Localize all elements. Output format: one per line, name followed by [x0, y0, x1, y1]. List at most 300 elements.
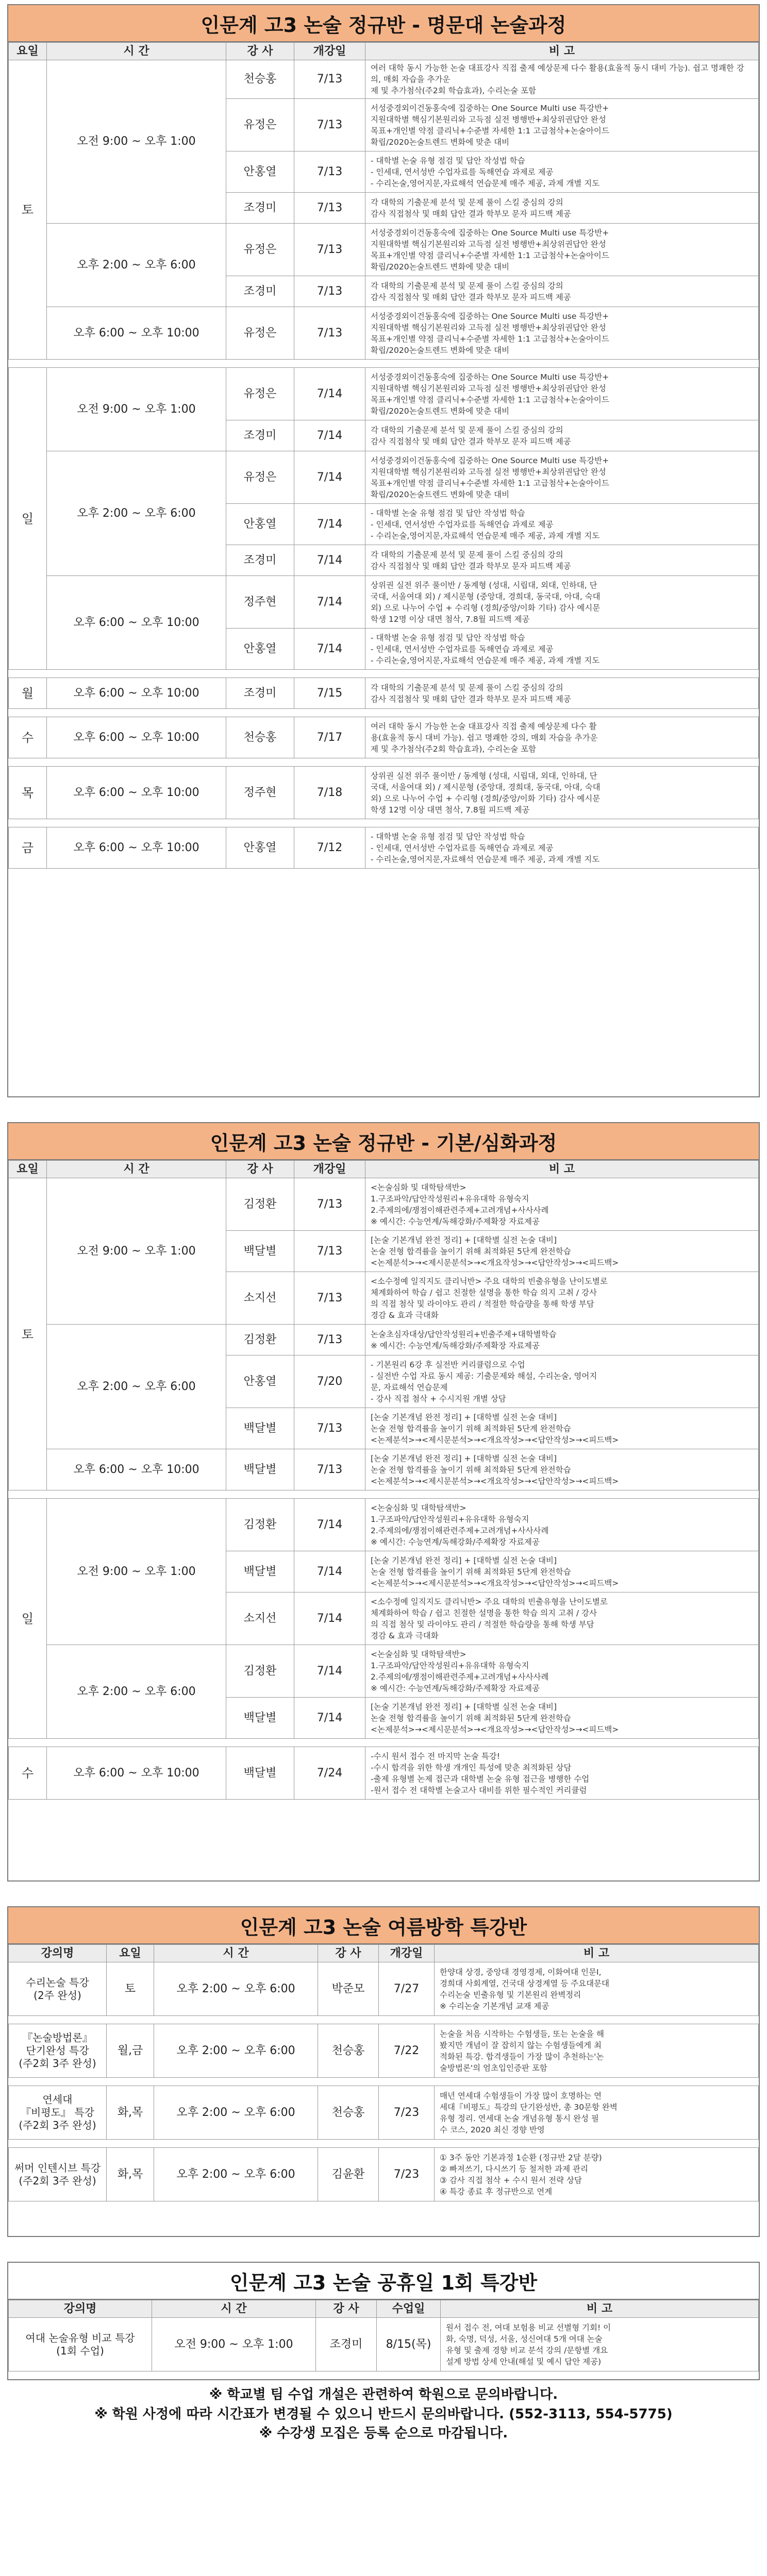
- col-header-start: 개강일: [379, 1945, 435, 1962]
- note-line: 화, 숙명, 덕성, 서울, 성신여대 5개 여대 논술: [446, 2334, 603, 2344]
- teacher-cell: 정주현: [226, 576, 294, 629]
- teacher-cell: 백달별: [226, 1449, 294, 1490]
- note-line: 상위권 실전 위주 풀이반 / 동계형 (성대, 시립대, 외대, 인하대, 단: [371, 771, 597, 781]
- spacer-cell: [9, 819, 759, 827]
- spacer-cell: [9, 709, 759, 717]
- table-row: [9, 1325, 759, 1355]
- teacher-cell: 김윤환: [318, 2148, 379, 2201]
- table-row: [9, 224, 759, 276]
- note-cell: [365, 151, 759, 193]
- teacher-cell: 백달별: [226, 1747, 294, 1800]
- note-line: - 대학별 논술 유형 점검 및 답안 작성법 학습: [371, 633, 525, 642]
- section-regular-elite: [7, 4, 760, 1097]
- table-row: [9, 1962, 759, 2016]
- row-spacer: [9, 819, 759, 827]
- note-line: 논술 전형 합격률을 높이기 위해 최적화된 5단계 완전학습: [371, 1567, 571, 1577]
- note-line: 지원대학별 핵심기본원리와 고득점 실전 병행반+최상위권답안 완성: [371, 323, 606, 332]
- start-date-cell: 7/14: [294, 1551, 365, 1592]
- col-header-teacher: 강 사: [226, 43, 294, 60]
- note-line: 논술 전형 합격률을 높이기 위해 최적화된 5단계 완전학습: [371, 1713, 571, 1723]
- spacer-cell: [9, 670, 759, 678]
- course-name-line: 수리논술 특강: [26, 1976, 89, 1989]
- schedule-table: [8, 42, 759, 869]
- note-line: ④ 특강 종료 후 정규반으로 연계: [440, 2187, 553, 2196]
- spacer-cell: [9, 758, 759, 767]
- time-cell: 오전 9:00 ~ 오후 1:00: [47, 60, 226, 224]
- row-spacer: [9, 758, 759, 767]
- note-line: 원서 접수 전, 여대 보험용 비교 선별형 기회! 이: [446, 2323, 611, 2332]
- note-line: -출제 유형별 논제 접근과 대학별 논술 유형 접근을 병행한 수업: [371, 1774, 590, 1784]
- start-date-cell: 7/13: [294, 1272, 365, 1325]
- note-line: 외) 으로 나누어 수업 + 수리형 (경희/중앙/이화 기타) 감사 예시문: [371, 603, 601, 613]
- note-line: 수리논술 빈출유형 및 기본원리 완벽정리: [440, 1990, 581, 1999]
- teacher-cell: 천승홍: [318, 2024, 379, 2078]
- teacher-cell: 유정은: [226, 99, 294, 151]
- note-line: 1.구조파악/답안작성원리+유유대학 유형숙지: [371, 1514, 529, 1524]
- note-line: ③ 감사 직접 첨삭 + 수시 원서 전략 상담: [440, 2175, 582, 2185]
- day-cell: 목: [9, 767, 47, 819]
- teacher-cell: 유정은: [226, 307, 294, 360]
- start-date-cell: 7/15: [294, 678, 365, 709]
- note-cell: [365, 1551, 759, 1592]
- note-line: 감사 직접첨삭 및 매회 답안 결과 학부모 문자 피드백 제공: [371, 436, 571, 446]
- day-cell: 수: [9, 1747, 47, 1800]
- col-header-note: 비 고: [365, 1161, 759, 1178]
- row-spacer: [9, 2140, 759, 2148]
- start-date-cell: 7/13: [294, 193, 365, 224]
- day-cell: 토: [9, 1178, 47, 1490]
- note-line: 술방법론'의 엄초입인증판 포함: [440, 2063, 547, 2073]
- start-date-cell: 7/14: [294, 629, 365, 670]
- note-cell: [365, 717, 759, 758]
- schedule-table: [8, 1160, 759, 1800]
- note-line: 체계화하여 학습 / 쉽고 친절한 설명을 통한 학습 의지 고취 / 강사: [371, 1608, 597, 1618]
- table-row: [9, 307, 759, 360]
- note-line: 각 대학의 기출문제 분석 및 문제 풀이 스킬 중심의 강의: [371, 425, 563, 435]
- note-line: 목표+개인별 약점 클리닉+수준별 자세한 1:1 고급첨삭+논술아이드: [371, 126, 609, 135]
- table-row: [9, 1178, 759, 1231]
- time-cell: 오후 2:00 ~ 오후 6:00: [154, 1962, 318, 2016]
- note-line: 매년 연세대 수험생들이 가장 많이 호명하는 연: [440, 2091, 602, 2100]
- note-line: <소수정예 일직지도 클리닉반> 주요 대학의 빈출유형을 난이도별로: [371, 1276, 608, 1286]
- table-row: [9, 60, 759, 99]
- teacher-cell: 김정환: [226, 1325, 294, 1355]
- note-line: 감사 직접첨삭 및 매회 답안 결과 학부모 문자 피드백 제공: [371, 694, 571, 704]
- col-header-day: 요일: [9, 43, 47, 60]
- col-header-course: 강의명: [9, 2300, 152, 2318]
- time-cell: 오전 9:00 ~ 오후 1:00: [47, 1178, 226, 1325]
- start-date-cell: 7/22: [379, 2024, 435, 2078]
- day-cell: 월: [9, 678, 47, 709]
- col-header-start: 개강일: [294, 43, 365, 60]
- spacer-cell: [9, 360, 759, 368]
- row-spacer: [9, 670, 759, 678]
- note-line: 제 및 추가첨삭(주2회 학습효과), 수리논술 포함: [371, 744, 537, 754]
- time-cell: 오전 9:00 ~ 오후 1:00: [152, 2318, 316, 2371]
- note-line: 수 코스, 2020 최신 경향 반영: [440, 2125, 545, 2134]
- start-date-cell: 7/13: [294, 151, 365, 193]
- teacher-cell: 천승홍: [226, 60, 294, 99]
- note-line: - 수리논술,영어지문,자료해석 연습문제 매주 제공, 과제 개별 지도: [371, 531, 600, 540]
- day-cell: 화,목: [107, 2148, 154, 2201]
- note-cell: [365, 276, 759, 307]
- row-spacer: [9, 1490, 759, 1499]
- col-header-start: 개강일: [294, 1161, 365, 1178]
- day-cell: 토: [9, 60, 47, 360]
- time-cell: 오후 2:00 ~ 오후 6:00: [47, 224, 226, 307]
- course-name-line: 단기완성 특강: [26, 2044, 89, 2057]
- time-cell: 오전 9:00 ~ 오후 1:00: [47, 368, 226, 451]
- start-date-cell: 7/13: [294, 1325, 365, 1355]
- section-title: 인문계 고3 논술 정규반 - 명문대 논술과정: [8, 5, 759, 42]
- note-line: <논술심화 및 대학탐색반>: [371, 1503, 466, 1513]
- note-line: 서성중경외이건동홍숙에 집중하는 One Source Multi use 특강반+: [371, 372, 609, 382]
- table-row: [9, 827, 759, 869]
- note-line: <논술심화 및 대학탐색반>: [371, 1649, 466, 1659]
- table-row: [9, 678, 759, 709]
- col-header-time: 시 간: [47, 43, 226, 60]
- teacher-cell: 백달별: [226, 1231, 294, 1272]
- note-line: 세대『비평도』특강의 단기완성반, 총 30문항 완벽: [440, 2102, 618, 2112]
- day-cell: 일: [9, 1499, 47, 1739]
- note-line: 학생 12명 이상 대면 첨삭, 7.8월 피드백 제공: [371, 805, 530, 815]
- course-name-line: 써머 인텐시브 특강: [14, 2161, 101, 2174]
- course-name-line: (주2회 3주 완성): [19, 2174, 96, 2187]
- start-date-cell: 7/13: [294, 224, 365, 276]
- note-line: 국대, 서울여대 외) / 제시문형 (중앙대, 경희대, 동국대, 아대, 숙대: [371, 591, 601, 601]
- course-name-cell: [9, 2024, 107, 2078]
- time-cell: 오후 6:00 ~ 오후 10:00: [47, 717, 226, 758]
- note-cell: [365, 99, 759, 151]
- note-line: 확립/2020논술트렌드 변화에 맞춘 대비: [371, 137, 510, 147]
- start-date-cell: 7/14: [294, 1698, 365, 1739]
- col-header-note: 비 고: [365, 43, 759, 60]
- note-cell: [365, 1272, 759, 1325]
- note-line: ※ 수강생 모집은 등록 순으로 마감됩니다.: [259, 2426, 508, 2442]
- course-name-line: (2주 완성): [34, 1989, 81, 2002]
- section-holiday-special: [7, 2262, 760, 2380]
- note-line: 체계화하여 학습 / 쉽고 친절한 설명을 통한 학습 의지 고취 / 강사: [371, 1287, 597, 1297]
- note-line: 2.주제의에/쟁점이해관련주제+고려개념+사사사례: [371, 1672, 549, 1682]
- note-line: <논제분석>→<제시문분석>→<개요작성>→<답안작성>→<피드백>: [371, 1578, 619, 1588]
- note-cell: [435, 2086, 759, 2140]
- col-header-course: 강의명: [9, 1945, 107, 1962]
- note-line: 1.구조파악/답안작성원리+유유대학 유형숙지: [371, 1194, 529, 1204]
- row-spacer: [9, 2078, 759, 2086]
- note-line: 지원대학별 핵심기본원리와 고득점 실전 병행반+최상위권답안 완성: [371, 467, 606, 477]
- start-date-cell: 7/20: [294, 1355, 365, 1408]
- start-date-cell: 7/13: [294, 99, 365, 151]
- day-cell: 토: [107, 1962, 154, 2016]
- note-line: 확립/2020논술트렌드 변화에 맞춘 대비: [371, 406, 510, 416]
- note-line: 목표+개인별 약점 클리닉+수준별 자세한 1:1 고급첨삭+논술아이드: [371, 395, 609, 404]
- note-line: [논술 기본개념 완전 정리] + [대학별 실전 논술 대비]: [371, 1702, 557, 1711]
- course-name-cell: [9, 2086, 107, 2140]
- start-date-cell: 7/13: [294, 276, 365, 307]
- note-line: 각 대학의 기출문제 분석 및 문제 풀이 스킬 중심의 강의: [371, 197, 563, 207]
- note-line: 경감 & 효과 극대화: [371, 1310, 439, 1320]
- note-cell: [365, 1231, 759, 1272]
- table-row: [9, 1449, 759, 1490]
- teacher-cell: 안홍열: [226, 1355, 294, 1408]
- note-line: ※ 예시간: 수능연계/독해강화/주제확장 자료제공: [371, 1216, 540, 1226]
- time-cell: 오후 6:00 ~ 오후 10:00: [47, 576, 226, 670]
- teacher-cell: 유정은: [226, 368, 294, 420]
- col-header-teacher: 강 사: [318, 1945, 379, 1962]
- start-date-cell: 7/23: [379, 2148, 435, 2201]
- start-date-cell: 7/14: [294, 420, 365, 451]
- day-cell: 월,금: [107, 2024, 154, 2078]
- course-name-line: (1회 수업): [56, 2344, 104, 2357]
- note-line: 문, 자료해석 연습문제: [371, 1382, 448, 1392]
- col-header-note: 비 고: [441, 2300, 759, 2318]
- note-line: 논술초심자대상/답안작성원리+빈출주제+대학별학습: [371, 1329, 557, 1339]
- spacer-cell: [9, 2078, 759, 2086]
- course-name-cell: [9, 2318, 152, 2371]
- col-header-note: 비 고: [435, 1945, 759, 1962]
- note-line: <논제분석>→<제시문분석>→<개요작성>→<답안작성>→<피드백>: [371, 1724, 619, 1734]
- time-cell: 오후 2:00 ~ 오후 6:00: [154, 2148, 318, 2201]
- note-cell: [365, 545, 759, 576]
- note-cell: [365, 1698, 759, 1739]
- note-line: 설계 방법 상세 안내(해설 및 예시 답안 제공): [446, 2357, 602, 2366]
- note-line: 목표+개인별 약점 클리닉+수준별 자세한 1:1 고급첨삭+논술아이드: [371, 250, 609, 260]
- day-cell: 수: [9, 717, 47, 758]
- start-date-cell: 7/27: [379, 1962, 435, 2016]
- note-line: <논술심화 및 대학탐색반>: [371, 1182, 466, 1192]
- note-line: 경희대 사회계열, 건국대 상경계열 등 주요대문대: [440, 1978, 610, 1988]
- table-header-row: [9, 43, 759, 60]
- table-row: [9, 1645, 759, 1698]
- note-cell: [365, 504, 759, 545]
- note-line: 외) 으로 나누어 수업 + 수리형 (경희/중앙/이화 기타) 감사 예시문: [371, 793, 601, 803]
- note-line: 서성중경외이건동홍숙에 집중하는 One Source Multi use 특강반+: [371, 311, 609, 321]
- col-header-day: 요일: [107, 1945, 154, 1962]
- note-line: - 수리논술,영어지문,자료해석 연습문제 매주 제공, 과제 개별 지도: [371, 178, 600, 188]
- time-cell: 오후 2:00 ~ 오후 6:00: [154, 2086, 318, 2140]
- start-date-cell: 7/13: [294, 307, 365, 360]
- row-spacer: [9, 709, 759, 717]
- note-cell: [365, 60, 759, 99]
- note-cell: [365, 1325, 759, 1355]
- teacher-cell: 안홍열: [226, 827, 294, 869]
- note-cell: [365, 1178, 759, 1231]
- spacer-cell: [9, 1739, 759, 1747]
- note-line: 각 대학의 기출문제 분석 및 문제 풀이 스킬 중심의 강의: [371, 281, 563, 291]
- teacher-cell: 조경미: [226, 678, 294, 709]
- note-line: 지원대학별 핵심기본원리와 고득점 실전 병행반+최상위권답안 완성: [371, 239, 606, 249]
- note-line: ※ 예시간: 수능연계/독해강화/주제확장 자료제공: [371, 1537, 540, 1547]
- spacer-cell: [9, 2140, 759, 2148]
- note-line: 용(효율적 동시 대비 가능). 쉽고 명쾌한 강의, 매회 자습을 추가운: [371, 733, 598, 742]
- schedule-table: [8, 1944, 759, 2201]
- note-line: <논제분석>→<제시문분석>→<개요작성>→<답안작성>→<피드백>: [371, 1435, 619, 1445]
- col-header-day: 요일: [9, 1161, 47, 1178]
- note-line: - 인세대, 연서성반 수업자료를 독해연습 과제로 제공: [371, 519, 554, 529]
- teacher-cell: 조경미: [226, 545, 294, 576]
- teacher-cell: 김정환: [226, 1499, 294, 1551]
- note-line: 감사 직접첨삭 및 매회 답안 결과 학부모 문자 피드백 제공: [371, 292, 571, 302]
- note-line: 목표+개인별 약점 클리닉+수준별 자세한 1:1 고급첨삭+논술아이드: [371, 334, 609, 344]
- note-line: 적화된 특강. 합격생들이 가장 많이 추천하는'논: [440, 2052, 604, 2061]
- note-cell: [365, 193, 759, 224]
- note-line: -수시 합격을 위한 학생 개개인 특성에 맞춘 최적화된 상담: [371, 1762, 572, 1772]
- note-line: ※ 예시간: 수능연계/독해강화/주제확장 자료제공: [371, 1341, 540, 1350]
- section-regular-basic: [7, 1122, 760, 1882]
- note-line: -수시 원서 접수 전 마지막 논술 특강!: [371, 1751, 500, 1761]
- start-date-cell: 7/14: [294, 1499, 365, 1551]
- note-line: 여러 대학 동시 가능한 논술 대표강사 직접 출제 예상문제 다수 활: [371, 721, 597, 731]
- note-line: 1.구조파악/답안작성원리+유유대학 유형숙지: [371, 1660, 529, 1670]
- note-line: - 인세대, 연서성반 수업자료를 독해연습 과제로 제공: [371, 167, 554, 177]
- note-cell: [365, 1645, 759, 1698]
- course-name-line: (주2회 3주 완성): [19, 2119, 96, 2131]
- course-name-line: 『논술방법론』: [22, 2031, 93, 2044]
- note-cell: [365, 629, 759, 670]
- section-title: 인문계 고3 논술 공휴일 1회 특강반: [8, 2263, 759, 2300]
- table-header-row: [9, 1161, 759, 1178]
- day-cell: 화,목: [107, 2086, 154, 2140]
- note-cell: [365, 1449, 759, 1490]
- note-line: 서성중경외이건동홍숙에 집중하는 One Source Multi use 특강반+: [371, 103, 609, 113]
- teacher-cell: 박준모: [318, 1962, 379, 2016]
- start-date-cell: 7/14: [294, 1645, 365, 1698]
- start-date-cell: 7/13: [294, 60, 365, 99]
- note-cell: [365, 368, 759, 420]
- table-row: [9, 767, 759, 819]
- note-line: 논술을 처음 시작하는 수험생들, 또는 논술을 해: [440, 2029, 604, 2039]
- start-date-cell: 7/14: [294, 1592, 365, 1645]
- note-cell: [365, 1499, 759, 1551]
- note-line: 봤지만 개념이 잘 잡히지 않는 수험생들에게 최: [440, 2040, 602, 2050]
- note-line: [논술 기본개념 완전 정리] + [대학별 실전 논술 대비]: [371, 1235, 557, 1245]
- start-date-cell: 7/14: [294, 576, 365, 629]
- teacher-cell: 안홍열: [226, 151, 294, 193]
- note-line: 논술 전형 합격률을 높이기 위해 최적화된 5단계 완전학습: [371, 1423, 571, 1433]
- table-row: [9, 368, 759, 420]
- time-cell: 오후 2:00 ~ 오후 6:00: [47, 1645, 226, 1739]
- note-cell: [365, 1408, 759, 1449]
- teacher-cell: 소지선: [226, 1272, 294, 1325]
- col-header-class-date: 수업일: [377, 2300, 441, 2318]
- note-line: 확립/2020논술트렌드 변화에 맞춘 대비: [371, 345, 510, 355]
- note-line: - 기본원리 6강 후 실전반 커리큘럼으로 수업: [371, 1360, 525, 1369]
- note-line: - 인세대, 연서성반 수업자료를 독해연습 과제로 제공: [371, 843, 554, 853]
- teacher-cell: 안홍열: [226, 629, 294, 670]
- col-header-teacher: 강 사: [226, 1161, 294, 1178]
- table-row: [9, 2148, 759, 2201]
- time-cell: 오후 6:00 ~ 오후 10:00: [47, 767, 226, 819]
- schedule-table: [8, 2300, 759, 2371]
- note-line: 목표+개인별 약점 클리닉+수준별 자세한 1:1 고급첨삭+논술아이드: [371, 478, 609, 488]
- note-cell: [365, 678, 759, 709]
- day-cell: 일: [9, 368, 47, 670]
- note-line: ※ 학원 사정에 따라 시간표가 변경될 수 있으니 반드시 문의바랍니다. (552-3113, 554-5775): [94, 2406, 673, 2422]
- note-line: - 대학별 논술 유형 점검 및 답안 작성법 학습: [371, 508, 525, 518]
- note-cell: [365, 1592, 759, 1645]
- note-cell: [435, 2024, 759, 2078]
- teacher-cell: 천승홍: [318, 2086, 379, 2140]
- teacher-cell: 백달별: [226, 1408, 294, 1449]
- note-line: 국대, 서울여대 외) / 제시문형 (중앙대, 경희대, 동국대, 아대, 숙대: [371, 782, 601, 792]
- course-name-line: 『비평도』 특강: [21, 2106, 94, 2119]
- start-date-cell: 7/14: [294, 451, 365, 504]
- time-cell: 오후 6:00 ~ 오후 10:00: [47, 678, 226, 709]
- start-date-cell: 7/24: [294, 1747, 365, 1800]
- teacher-cell: 김정환: [226, 1178, 294, 1231]
- section-title: 인문계 고3 논술 여름방학 특강반: [8, 1907, 759, 1944]
- start-date-cell: 7/13: [294, 1449, 365, 1490]
- day-cell: 금: [9, 827, 47, 869]
- note-line: 여러 대학 동시 가능한 논술 대표강사 직접 출제 예상문제 다수 활용(효율적 동시 대비 가능). 쉽고 명쾌한 강의, 매회 자습을 추가운: [371, 63, 744, 84]
- table-header-row: [9, 1945, 759, 1962]
- col-header-teacher: 강 사: [316, 2300, 377, 2318]
- note-line: 제 및 추가첨삭(주2회 학습효과), 수리논술 포함: [371, 86, 537, 95]
- note-cell: [435, 2148, 759, 2201]
- table-row: [9, 576, 759, 629]
- note-line: <논제분석>→<제시문분석>→<개요작성>→<답안작성>→<피드백>: [371, 1258, 619, 1267]
- teacher-cell: 조경미: [226, 193, 294, 224]
- teacher-cell: 조경미: [316, 2318, 377, 2371]
- note-line: 감사 직접첨삭 및 매회 답안 결과 학부모 문자 피드백 제공: [371, 209, 571, 218]
- note-line: -원서 접수 전 대학별 논술고사 대비를 위한 필수적인 커리큘럼: [371, 1785, 587, 1795]
- teacher-cell: 안홍열: [226, 504, 294, 545]
- table-row: [9, 1499, 759, 1551]
- start-date-cell: 7/13: [294, 1178, 365, 1231]
- note-line: - 인세대, 연서성반 수업자료를 독해연습 과제로 제공: [371, 644, 554, 654]
- note-line: 유형 정리. 연세대 논술 개념유형 통시 완성 필: [440, 2113, 599, 2123]
- note-line: 2.주제의에/쟁점이해관련주제+고려개념+사사사례: [371, 1526, 549, 1535]
- note-line: 한양대 상경, 중앙대 경영경제, 이화여대 인문I,: [440, 1967, 602, 1977]
- time-cell: 오전 9:00 ~ 오후 1:00: [47, 1499, 226, 1645]
- note-line: 서성중경외이건동홍숙에 집중하는 One Source Multi use 특강반+: [371, 228, 609, 238]
- note-line: ② 빠져쓰기, 다시쓰기 등 철저한 과제 관리: [440, 2164, 588, 2174]
- row-spacer: [9, 1739, 759, 1747]
- teacher-cell: 백달별: [226, 1698, 294, 1739]
- note-line: - 대학별 논술 유형 점검 및 답안 작성법 학습: [371, 832, 525, 841]
- teacher-cell: 조경미: [226, 420, 294, 451]
- note-cell: [435, 1962, 759, 2016]
- note-line: ※ 수리논술 기본개념 교재 제공: [440, 2001, 549, 2011]
- note-cell: [365, 767, 759, 819]
- row-spacer: [9, 2016, 759, 2024]
- note-line: [논술 기본개념 완전 정리] + [대학별 실전 논술 대비]: [371, 1453, 557, 1463]
- note-cell: [365, 827, 759, 869]
- note-line: 논술 전형 합격률을 높이기 위해 최적화된 5단계 완전학습: [371, 1465, 571, 1475]
- note-cell: [365, 1747, 759, 1800]
- row-spacer: [9, 360, 759, 368]
- note-line: 각 대학의 기출문제 분석 및 문제 풀이 스킬 중심의 강의: [371, 683, 563, 692]
- time-cell: 오후 2:00 ~ 오후 6:00: [47, 1325, 226, 1449]
- note-line: <소수정예 일직지도 클리닉반> 주요 대학의 빈출유형을 난이도별로: [371, 1597, 608, 1606]
- teacher-cell: 조경미: [226, 276, 294, 307]
- note-line: - 실전반 수업 자료 동시 제공: 기출문제와 해설, 수리논술, 영어지: [371, 1371, 597, 1381]
- table-row: [9, 717, 759, 758]
- note-line: 경감 & 효과 극대화: [371, 1631, 439, 1640]
- note-line: 각 대학의 기출문제 분석 및 문제 풀이 스킬 중심의 강의: [371, 550, 563, 560]
- time-cell: 오후 6:00 ~ 오후 10:00: [47, 1449, 226, 1490]
- note-line: - 강사 직접 첨삭 + 수시지원 개별 상담: [371, 1394, 506, 1403]
- note-cell: [365, 1355, 759, 1408]
- teacher-cell: 유정은: [226, 451, 294, 504]
- time-cell: 오후 6:00 ~ 오후 10:00: [47, 827, 226, 869]
- start-date-cell: 7/14: [294, 545, 365, 576]
- note-line: 감사 직접첨삭 및 매회 답안 결과 학부모 문자 피드백 제공: [371, 561, 571, 571]
- start-date-cell: 7/23: [379, 2086, 435, 2140]
- note-line: 2.주제의에/쟁점이해관련주제+고려개념+사사사례: [371, 1205, 549, 1215]
- table-header-row: [9, 2300, 759, 2318]
- col-header-time: 시 간: [47, 1161, 226, 1178]
